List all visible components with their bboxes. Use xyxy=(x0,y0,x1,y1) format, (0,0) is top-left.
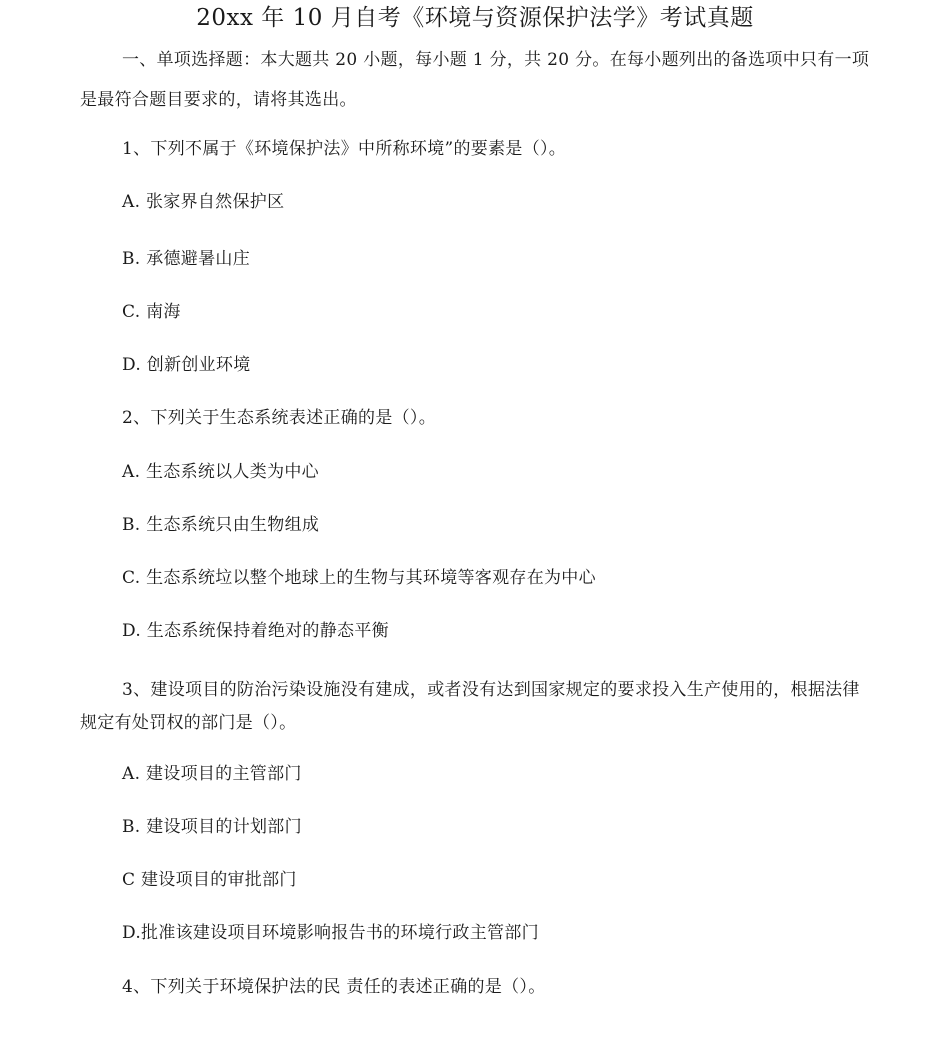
question-1-option-d: D. 创新创业环境 xyxy=(122,355,251,375)
question-2-option-b: B. 生态系统只由生物组成 xyxy=(122,515,320,535)
question-2-stem: 2、下列关于生态系统表述正确的是（）。 xyxy=(122,408,437,428)
question-3-option-a: A. 建设项目的主管部门 xyxy=(122,764,302,784)
question-2-option-c: C. 生态系统垃以整个地球上的生物与其环境等客观存在为中心 xyxy=(122,568,596,588)
question-1-option-b: B. 承德避暑山庄 xyxy=(122,249,250,269)
question-1-stem: 1、下列不属于《环境保护法》中所称环境”的要素是（）。 xyxy=(122,139,567,159)
section-intro: 一、单项选择题：本大题共 20 小题，每小题 1 分，共 20 分。在每小题列出的备选项中只有一项是最符合题目要求的，请将其选出。 xyxy=(80,50,870,110)
question-4-stem: 4、下列关于环境保护法的民 责任的表述正确的是（）。 xyxy=(122,977,546,997)
document-title: 20xx 年 10 月自考《环境与资源保护法学》考试真题 xyxy=(196,5,754,31)
question-1-option-c: C. 南海 xyxy=(122,302,181,322)
question-1-option-a: A. 张家界自然保护区 xyxy=(122,192,285,212)
question-2-option-a: A. 生态系统以人类为中心 xyxy=(122,462,319,482)
question-3-stem: 3、建设项目的防治污染设施没有建成，或者没有达到国家规定的要求投入生产使用的，根据法律规定有处罚权的部门是（）。 xyxy=(80,680,860,733)
question-2-option-d: D. 生态系统保持着绝对的静态平衡 xyxy=(122,621,389,641)
question-3-option-c: C 建设项目的审批部门 xyxy=(122,870,297,890)
question-3-option-b: B. 建设项目的计划部门 xyxy=(122,817,302,837)
question-3-option-d: D.批准该建设项目环境影响报告书的环境行政主管部门 xyxy=(122,923,539,943)
